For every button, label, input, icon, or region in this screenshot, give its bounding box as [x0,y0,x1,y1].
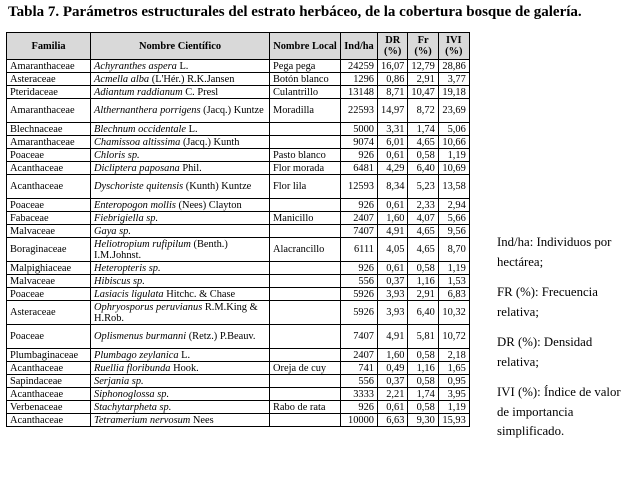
cell-nombre-local [270,414,341,427]
species-name: Achyranthes aspera [94,60,177,72]
cell-fr: 10,47 [408,86,438,99]
cell-fr: 0,58 [408,149,438,162]
cell-nombre-cientifico [91,238,270,262]
cell-nombre-local [270,349,341,362]
cell-familia: Acanthaceae [7,414,91,427]
table-title: Tabla 7. Parámetros estructurales del estrato herbáceo, de la cobertura bosque de galería. [8,4,582,20]
table-row [7,349,470,362]
table-row [7,388,470,401]
table-row [7,375,470,388]
legend-fr: FR (%): Frecuencia relativa; [497,285,598,319]
cell-familia: Malpighiaceae [7,262,91,275]
cell-familia: Amaranthaceae [7,136,91,149]
table-row [7,225,470,238]
species-name: Heteropteris sp. [94,262,161,274]
species-author: (L'Hér.) R.K.Jansen [151,73,235,85]
cell-fr: 0,58 [408,401,438,414]
cell-nombre-local: Flor lila [270,175,341,199]
header-nombre-local: Nombre Local [270,33,341,60]
cell-nombre-local: Pasto blanco [270,149,341,162]
cell-ivi: 5,66 [438,212,469,225]
cell-ind-ha: 926 [341,401,378,414]
legend-dr: DR (%): Densidad relativa; [497,335,593,369]
cell-ivi: 28,86 [438,60,469,73]
cell-familia: Poaceae [7,325,91,349]
table-row [7,136,470,149]
cell-familia: Amaranthaceae [7,99,91,123]
cell-fr: 4,65 [408,238,438,262]
legend [497,233,633,453]
table-row [7,362,470,375]
species-author: (Benth.) I.M.Johnst. [94,238,228,261]
cell-dr: 1,60 [378,212,408,225]
cell-fr: 2,91 [408,288,438,301]
header-fr: Fr (%) [408,33,438,60]
cell-nombre-local [270,301,341,325]
cell-fr: 0,58 [408,262,438,275]
species-name: Plumbago zeylanica [94,349,179,361]
cell-dr: 0,61 [378,199,408,212]
cell-fr: 1,74 [408,388,438,401]
cell-nombre-local [270,262,341,275]
cell-nombre-cientifico [91,301,270,325]
cell-nombre-local: Pega pega [270,60,341,73]
cell-nombre-cientifico [91,225,270,238]
cell-nombre-cientifico [91,388,270,401]
species-name: Ruellia floribunda [94,362,171,374]
cell-ind-ha: 7407 [341,225,378,238]
header-dr: DR (%) [378,33,408,60]
cell-dr: 14,97 [378,99,408,123]
cell-ivi: 3,95 [438,388,469,401]
cell-dr: 0,61 [378,149,408,162]
cell-dr: 0,49 [378,362,408,375]
cell-familia: Acanthaceae [7,175,91,199]
cell-familia: Acanthaceae [7,162,91,175]
cell-ind-ha: 6111 [341,238,378,262]
cell-fr: 5,81 [408,325,438,349]
cell-nombre-cientifico [91,162,270,175]
cell-nombre-local [270,123,341,136]
species-name: Acmella alba [94,73,150,85]
cell-ivi: 5,06 [438,123,469,136]
species-name: Tetramerium nervosum [94,414,191,426]
cell-nombre-cientifico [91,73,270,86]
cell-dr: 6,63 [378,414,408,427]
species-name: Fiebrigiella sp. [94,212,159,224]
cell-dr: 4,91 [378,325,408,349]
cell-ivi: 9,56 [438,225,469,238]
species-name: Blechnum occidentale [94,123,187,135]
species-author: (Nees) Clayton [178,199,242,211]
cell-familia: Fabaceae [7,212,91,225]
header-row [7,33,470,60]
table-row [7,162,470,175]
cell-familia: Amaranthaceae [7,60,91,73]
species-author: R.M.King & H.Rob. [94,301,258,324]
cell-familia: Poaceae [7,149,91,162]
cell-nombre-cientifico [91,86,270,99]
cell-familia: Boraginaceae [7,238,91,262]
cell-ind-ha: 556 [341,275,378,288]
species-author: (Kunth) Kuntze [185,181,252,192]
cell-dr: 2,21 [378,388,408,401]
cell-nombre-local [270,136,341,149]
cell-fr: 4,65 [408,136,438,149]
species-name: Adiantum raddianum [94,86,183,98]
cell-ivi: 10,72 [438,325,469,349]
cell-ivi: 8,70 [438,238,469,262]
table-row [7,73,470,86]
cell-nombre-cientifico [91,375,270,388]
table-row [7,199,470,212]
header-ind-ha: Ind/ha [341,33,378,60]
cell-familia: Acanthaceae [7,362,91,375]
cell-nombre-local: Rabo de rata [270,401,341,414]
cell-nombre-cientifico [91,401,270,414]
cell-fr: 6,40 [408,162,438,175]
cell-familia: Asteraceae [7,73,91,86]
cell-ivi: 3,77 [438,73,469,86]
cell-nombre-cientifico [91,414,270,427]
species-name: Siphonoglossa sp. [94,388,170,400]
cell-ind-ha: 5926 [341,301,378,325]
cell-nombre-local: Alacrancillo [270,238,341,262]
species-name: Chamissoa altissima [94,136,181,148]
table-row [7,275,470,288]
cell-dr: 6,01 [378,136,408,149]
cell-nombre-local [270,388,341,401]
cell-familia: Plumbaginaceae [7,349,91,362]
species-author: (Jacq.) Kunth [182,136,240,148]
cell-dr: 1,60 [378,349,408,362]
cell-ind-ha: 5000 [341,123,378,136]
cell-ivi: 23,69 [438,99,469,123]
cell-nombre-local: Culantrillo [270,86,341,99]
cell-ivi: 10,32 [438,301,469,325]
table-row [7,175,470,199]
cell-nombre-local: Manicillo [270,212,341,225]
species-name: Lasiacis ligulata [94,288,164,300]
cell-ind-ha: 926 [341,199,378,212]
cell-ivi: 6,83 [438,288,469,301]
cell-fr: 2,91 [408,73,438,86]
species-author: L. [179,60,189,72]
cell-familia: Malvaceae [7,225,91,238]
species-name: Althernanthera porrigens [94,105,201,116]
cell-ind-ha: 24259 [341,60,378,73]
cell-familia: Malvaceae [7,275,91,288]
cell-ivi: 19,18 [438,86,469,99]
cell-nombre-cientifico [91,262,270,275]
cell-dr: 0,61 [378,262,408,275]
cell-ind-ha: 7407 [341,325,378,349]
cell-fr: 1,16 [408,275,438,288]
species-author: (Retz.) P.Beauv. [188,331,256,342]
cell-ivi: 1,65 [438,362,469,375]
cell-ind-ha: 10000 [341,414,378,427]
table-row [7,301,470,325]
table-row [7,414,470,427]
species-author: Phil. [182,162,202,174]
cell-nombre-local [270,199,341,212]
table-row [7,262,470,275]
cell-nombre-cientifico [91,212,270,225]
cell-ivi: 10,66 [438,136,469,149]
cell-ind-ha: 2407 [341,349,378,362]
cell-nombre-cientifico [91,275,270,288]
cell-ind-ha: 12593 [341,175,378,199]
cell-nombre-local: Oreja de cuy [270,362,341,375]
table-row [7,212,470,225]
cell-fr: 1,16 [408,362,438,375]
cell-ivi: 2,94 [438,199,469,212]
legend-ind-ha: Ind/ha: Individuos por hectárea; [497,235,612,269]
cell-nombre-local [270,225,341,238]
table-row [7,238,470,262]
table-row [7,288,470,301]
cell-nombre-local [270,325,341,349]
cell-ivi: 1,19 [438,401,469,414]
cell-dr: 16,07 [378,60,408,73]
table-row [7,86,470,99]
cell-ivi: 15,93 [438,414,469,427]
cell-nombre-cientifico [91,60,270,73]
species-name: Dyschoriste quitensis [94,181,184,192]
cell-dr: 8,71 [378,86,408,99]
cell-ivi: 1,19 [438,149,469,162]
cell-nombre-cientifico [91,136,270,149]
cell-dr: 0,37 [378,275,408,288]
cell-familia: Asteraceae [7,301,91,325]
cell-nombre-cientifico [91,175,270,199]
species-name: Chloris sp. [94,149,140,161]
cell-ind-ha: 5926 [341,288,378,301]
species-author: C. Presl [185,86,219,98]
cell-fr: 6,40 [408,301,438,325]
cell-dr: 0,61 [378,401,408,414]
cell-nombre-cientifico [91,149,270,162]
header-nombre-cientifico: Nombre Científico [91,33,270,60]
cell-ivi: 10,69 [438,162,469,175]
species-author: L. [181,349,191,361]
cell-dr: 3,31 [378,123,408,136]
species-author: Hitchc. & Chase [166,288,236,300]
cell-ind-ha: 13148 [341,86,378,99]
cell-nombre-cientifico [91,349,270,362]
species-name: Gaya sp. [94,225,131,237]
cell-dr: 0,37 [378,375,408,388]
cell-nombre-local: Botón blanco [270,73,341,86]
cell-ivi: 2,18 [438,349,469,362]
cell-dr: 0,86 [378,73,408,86]
cell-dr: 4,29 [378,162,408,175]
table-row [7,149,470,162]
cell-ind-ha: 741 [341,362,378,375]
table-row [7,123,470,136]
cell-nombre-local [270,288,341,301]
cell-ivi: 1,53 [438,275,469,288]
species-name: Serjania sp. [94,375,144,387]
cell-ind-ha: 926 [341,149,378,162]
cell-nombre-cientifico [91,123,270,136]
cell-fr: 12,79 [408,60,438,73]
cell-ind-ha: 3333 [341,388,378,401]
cell-ind-ha: 6481 [341,162,378,175]
cell-nombre-local [270,275,341,288]
cell-nombre-local: Moradilla [270,99,341,123]
cell-ind-ha: 9074 [341,136,378,149]
cell-ivi: 13,58 [438,175,469,199]
cell-ivi: 1,19 [438,262,469,275]
cell-familia: Poaceae [7,199,91,212]
cell-familia: Poaceae [7,288,91,301]
cell-familia: Pteridaceae [7,86,91,99]
header-ivi: IVI (%) [438,33,469,60]
species-name: Dicliptera paposana [94,162,180,174]
cell-dr: 3,93 [378,301,408,325]
cell-familia: Blechnaceae [7,123,91,136]
table-row [7,60,470,73]
cell-fr: 8,72 [408,99,438,123]
cell-dr: 3,93 [378,288,408,301]
legend-ivi: IVI (%): Índice de valor de importancia simplificado. [497,385,621,438]
cell-ind-ha: 2407 [341,212,378,225]
cell-ivi: 0,95 [438,375,469,388]
data-table [6,32,470,427]
cell-fr: 9,30 [408,414,438,427]
table-row [7,401,470,414]
cell-fr: 0,58 [408,375,438,388]
species-author: L. [188,123,198,135]
cell-ind-ha: 22593 [341,99,378,123]
cell-nombre-cientifico [91,325,270,349]
species-name: Stachytarpheta sp. [94,401,172,413]
cell-fr: 4,07 [408,212,438,225]
species-author: Nees [192,414,214,426]
cell-familia: Acanthaceae [7,388,91,401]
cell-fr: 5,23 [408,175,438,199]
cell-nombre-cientifico [91,99,270,123]
cell-dr: 4,91 [378,225,408,238]
cell-nombre-cientifico [91,362,270,375]
cell-ind-ha: 556 [341,375,378,388]
cell-familia: Verbenaceae [7,401,91,414]
table-row [7,325,470,349]
cell-fr: 1,74 [408,123,438,136]
species-name: Enteropogon mollis [94,199,176,211]
table-body [7,60,470,427]
species-name: Ophryosporus peruvianus [94,301,203,313]
cell-familia: Sapindaceae [7,375,91,388]
cell-nombre-local: Flor morada [270,162,341,175]
species-name: Heliotropium rufipilum [94,238,191,250]
species-name: Oplismenus burmanni [94,331,187,342]
cell-fr: 0,58 [408,349,438,362]
cell-nombre-cientifico [91,288,270,301]
cell-ind-ha: 926 [341,262,378,275]
species-author: Hook. [173,362,199,374]
cell-ind-ha: 1296 [341,73,378,86]
cell-dr: 4,05 [378,238,408,262]
table-row [7,99,470,123]
cell-fr: 2,33 [408,199,438,212]
cell-nombre-cientifico [91,199,270,212]
species-author: (Jacq.) Kuntze [203,105,264,116]
cell-fr: 4,65 [408,225,438,238]
header-familia: Familia [7,33,91,60]
cell-nombre-local [270,375,341,388]
cell-dr: 8,34 [378,175,408,199]
species-name: Hibiscus sp. [94,275,145,287]
